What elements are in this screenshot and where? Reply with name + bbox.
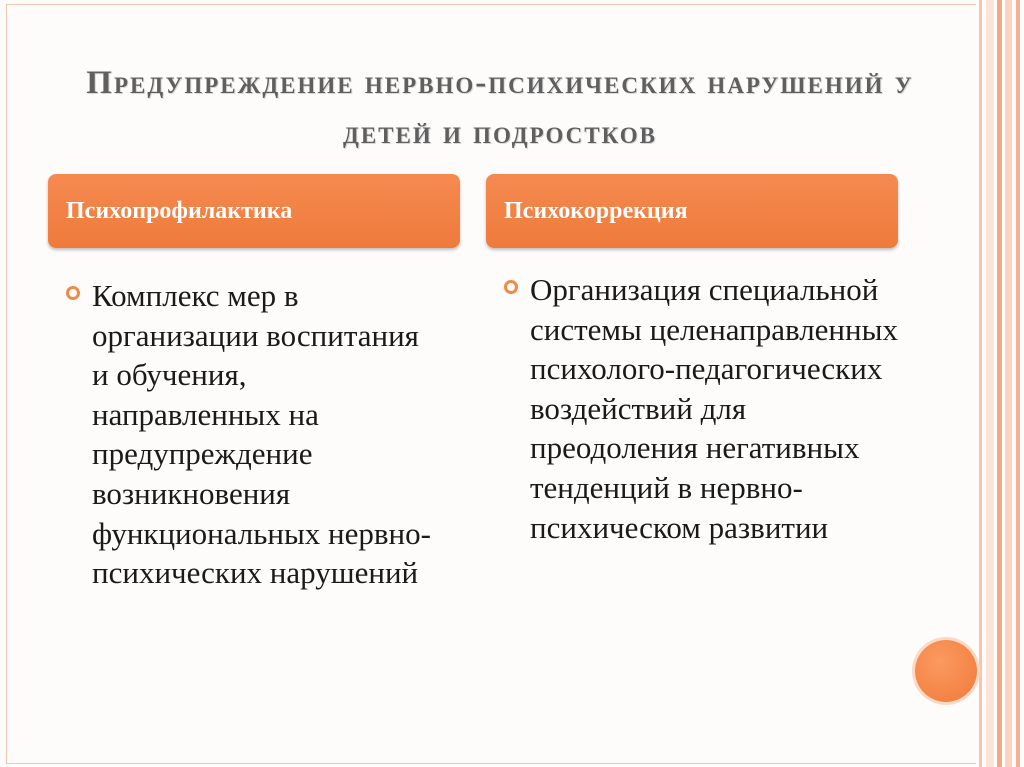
column-header-label: Психопрофилактика (66, 197, 293, 224)
bullet-text-psychoprophylaxis: Комплекс мер в организации воспитания и обучения, направленных на предупреждение возникновения функциональных нервно-психических нарушений (92, 278, 431, 591)
column-header-psychoprophylaxis (48, 174, 460, 248)
column-header-label: Психокоррекция (504, 197, 688, 224)
decorative-stripes (976, 0, 1024, 767)
bullet-text-psychocorrection: Организация специальной системы целенаправленных психолого-педагогических воздействий для преодоления негативных тенденций в нервно-психическом развитии (530, 272, 898, 545)
bullet-ring-icon (504, 280, 518, 294)
frame-line-left (6, 4, 7, 764)
slide-title: Предупреждение нервно-психических нарушений у детей и подростков (86, 65, 914, 151)
frame-line-top (6, 4, 976, 5)
bullet-ring-icon (66, 286, 80, 300)
column-header-psychocorrection (486, 174, 898, 248)
decorative-circle (915, 640, 977, 702)
frame-line-bottom (6, 763, 976, 764)
